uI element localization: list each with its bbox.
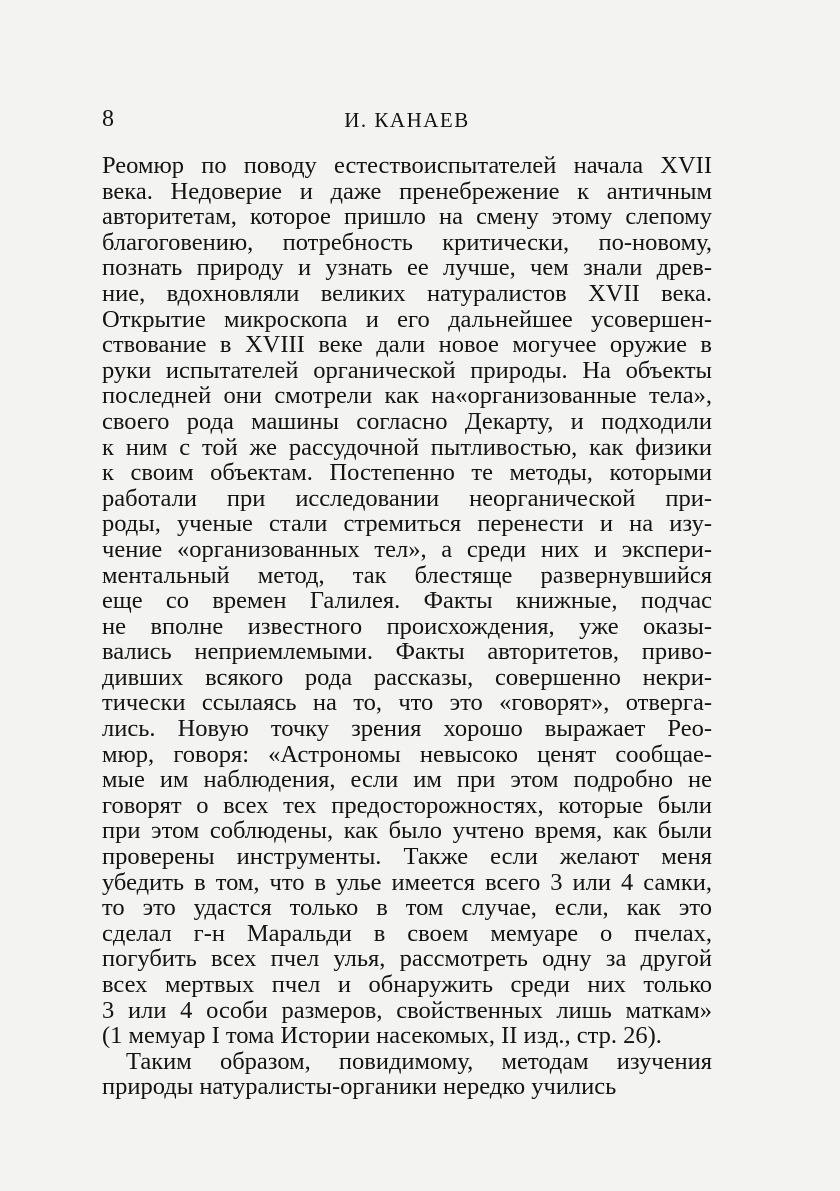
text-line: Реомюр по поводу естествоиспытателей начала XVII (102, 152, 712, 179)
text-line: своего рода машины согласно Декарту, и подходили (102, 407, 712, 435)
text-line: ние, вдохновляли великих натуралистов XVII века. (102, 279, 712, 307)
text-line: к ним с той же рассудочной пытливостью, как физики (102, 433, 712, 461)
text-line: сделал г-н Маральди в своем мемуаре о пчелах, (102, 919, 712, 947)
page-header (102, 106, 712, 136)
text-line: Таким образом, повидимому, методам изучения (126, 1047, 712, 1075)
text-line: работали при исследовании неорганической при- (102, 484, 712, 512)
text-line: 3 или 4 особи размеров, свойственных лишь маткам» (102, 996, 712, 1024)
text-line: мые им наблюдения, если им при этом подробно не (102, 766, 712, 794)
text-line: при этом соблюдены, как было учтено время, как были (102, 817, 712, 845)
text-line: вались неприемлемыми. Факты авторитетов, приво- (102, 638, 712, 666)
text-line: роды, ученые стали стремиться перенести и на изу- (102, 510, 712, 538)
text-line: познать природу и узнать ее лучше, чем знали древ- (102, 254, 712, 282)
text-line: (1 мемуар I тома Истории насекомых, II изд., стр. 26). (102, 1022, 662, 1050)
text-line: еще со времен Галилея. Факты книжные, подчас (102, 587, 712, 615)
text-line: чение «организованных тел», а среди них и экспери- (102, 535, 712, 563)
text-line: всех мертвых пчел и обнаружить среди них только (102, 971, 712, 998)
text-line: не вполне известного происхождения, уже оказы- (102, 612, 712, 640)
text-line: руки испытателей органической природы. На объекты (102, 356, 712, 384)
text-line: к своим объектам. Постепенно те методы, которыми (102, 459, 712, 487)
text-line: благоговению, потребность критически, по-новому, (102, 228, 712, 256)
text-line: последней они смотрели как на«организованные тела», (102, 382, 712, 410)
text-line: авторитетам, которое пришло на смену этому слепому (102, 203, 712, 231)
text-line: природы натуралисты-органики нередко учились (102, 1073, 617, 1101)
paragraph-2 (102, 1049, 712, 1100)
text-line: лись. Новую точку зрения хорошо выражает Рео- (102, 715, 712, 743)
text-line: то это удастся только в том случае, если, как это (102, 894, 712, 922)
paragraph-1 (102, 153, 712, 1049)
text-line: ментальный метод, так блестяще развернувшийся (102, 561, 712, 589)
text-line: дивших всякого рода рассказы, совершенно некри- (102, 663, 712, 691)
text-line: века. Недоверие и даже пренебрежение к античным (102, 177, 712, 205)
text-line: проверены инструменты. Также если желают меня (102, 843, 712, 871)
text-line: погубить всех пчел улья, рассмотреть одну за другой (102, 945, 712, 973)
text-line: тически ссылаясь на то, что это «говорят», отверга- (102, 689, 712, 717)
text-line: ствование в XVIII веке дали новое могучее оружие в (102, 331, 712, 359)
text-line: мюр, говоря: «Астрономы невысоко ценят сообщае- (102, 740, 712, 768)
text-line: убедить в том, что в улье имеется всего 3 или 4 самки, (102, 868, 712, 896)
page-number: 8 (102, 106, 114, 132)
text-line: Открытие микроскопа и его дальнейшее усовершен- (102, 305, 712, 333)
body-text (102, 153, 712, 1100)
running-head: И. КАНАЕВ (344, 108, 470, 132)
text-line: говорят о всех тех предосторожностях, которые были (102, 791, 712, 819)
